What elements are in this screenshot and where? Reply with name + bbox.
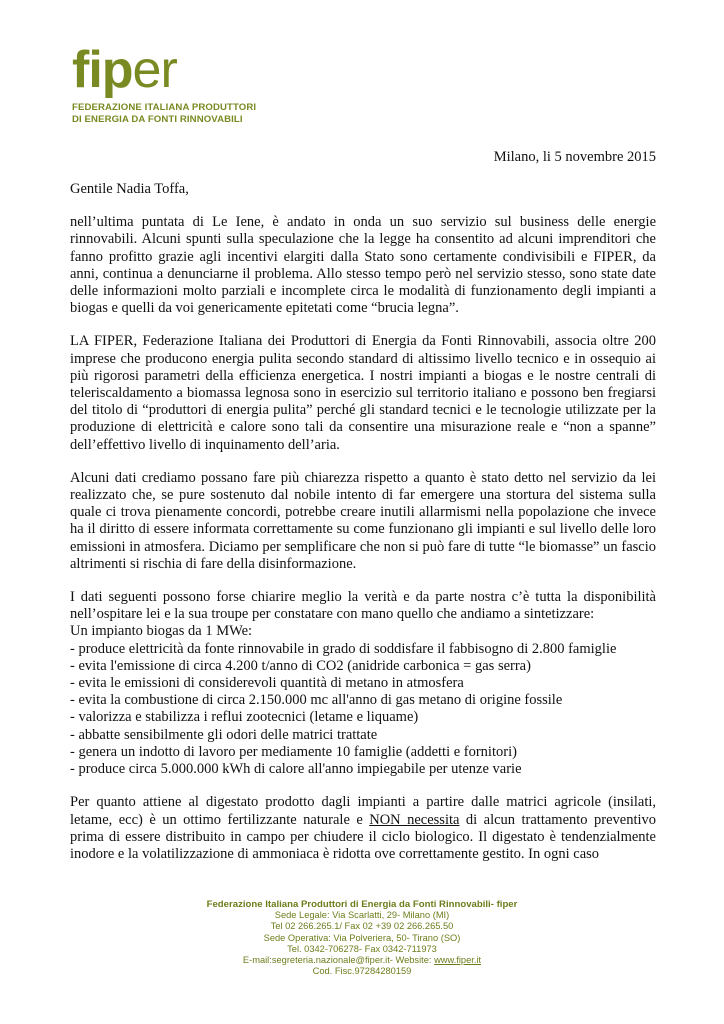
list-item: - produce circa 5.000.000 kWh di calore all'anno impiegabile per utenze varie [70, 761, 522, 778]
footer-phone: Tel 02 266.265.1/ Fax 02 +39 02 266.265.50 [270, 921, 454, 932]
list-item: - abbatte sensibilmente gli odori delle matrici trattate [70, 726, 378, 743]
biogas-section [70, 589, 656, 778]
list-item: - genera un indotto di lavoro per mediamente 10 famiglie (addetti e fornitori) [70, 743, 517, 760]
paragraph-5-underlined: NON necessita [369, 811, 460, 828]
logo-subtitle [72, 102, 292, 126]
logo-subtitle-line2: DI ENERGIA DA FONTI RINNOVABILI [72, 114, 243, 125]
logo-subtitle-line1: FEDERAZIONE ITALIANA PRODUTTORI [72, 102, 257, 113]
paragraph-5-end: di alcun trattamento preventivo prima di essere distribuito in campo per chiudere il ciclo biologico. Il digestato è tendenzialmente inodore e la volatilizzazione di ammoniaca è ridotta ove correttamente gestito. In ogni caso [70, 811, 656, 862]
footer-contacts [0, 955, 724, 966]
biogas-benefits-list [70, 641, 656, 779]
list-item: - evita la combustione di circa 2.150.000 mc all'anno di gas metano di origine fossile [70, 692, 563, 709]
fiper-logo [72, 41, 292, 126]
footer-operational-address: Sede Operativa: Via Polveriera, 50- Tirano (SO) [263, 932, 461, 943]
logo-word-end: er [132, 41, 177, 99]
footer-tax-code: Cod. Fisc.97284280159 [312, 966, 412, 977]
salutation: Gentile Nadia Toffa, [70, 181, 189, 197]
list-item: - evita l'emissione di circa 4.200 t/anno di CO2 (anidride carbonica = gas serra) [70, 657, 531, 674]
letterhead-footer [0, 899, 724, 977]
list-item: - valorizza e stabilizza i reflui zootecnici (letame e liquame) [70, 709, 419, 726]
list-item: - produce elettricità da fonte rinnovabile in grado di soddisfare il fabbisogno di 2.800 famiglie [70, 640, 617, 657]
paragraph-5-start: Per quanto attiene al digestato prodotto dagli impianti a partire dalle matrici agricole (insilati, letame, ecc) è un ottimo fertilizzante naturale e [70, 794, 656, 828]
list-item: - evita le emissioni di considerevoli quantità di metano in atmosfera [70, 675, 464, 692]
paragraph-2: LA FIPER, Federazione Italiana dei Produttori di Energia da Fonti Rinnovabili, associa oltre 200 imprese che producono energia pulita secondo standard di altissimo livello tecnico e in ossequio ai più rigorosi parametri della efficienza energetica. I nostri impianti a biogas e le nostre centrali di teleriscaldamento a biomassa legnosa sono in esercizio sul territorio italiano e possono ben fregiarsi del titolo di “produttori di energia pulita” perché gli standard tecnici e le tecnologie utilizzate per la produzione di elettricità e calore sono tali da consentire una misurazione reale e “non a spanne” dell’effettivo livello di inquinamento dell’aria. [70, 333, 656, 453]
footer-email: E-mail:segreteria.nazionale@fiper.it- Website: [242, 955, 435, 966]
footer-phone-2: Tel. 0342-706278- Fax 0342-711973 [287, 943, 437, 954]
footer-legal-address: Sede Legale: Via Scarlatti, 29- Milano (MI) [274, 910, 450, 921]
list-intro: Un impianto biogas da 1 MWe: [70, 623, 253, 640]
paragraph-3: Alcuni dati crediamo possano fare più chiarezza rispetto a quanto è stato detto nel servizio da lei realizzato che, se pure sostenuto dal nobile intento di far emergere una stortura del sistema sulla quale ci trova pienamente concordi, potrebbe creare inutili allarmismi nella popolazione che invece ha il diritto di essere informata correttamente su come funzionano gli impianti e sul livello delle loro emissioni in atmosfera. Diciamo per semplificare che non si può fare di tutte “le biomasse” un fascio altrimenti si rischia di fare della disinformazione. [70, 469, 656, 572]
paragraph-4: I dati seguenti possono forse chiarire meglio la verità e da parte nostra c’è tutta la disponibilità nell’ospitare lei e la sua troupe per constatare con mano quello che andiamo a sintetizzare: [70, 589, 656, 623]
letter-date: Milano, li 5 novembre 2015 [493, 149, 656, 165]
paragraph-1: nell’ultima puntata di Le Iene, è andato in onda un suo servizio sul business delle energie rinnovabili. Alcuni spunti sulla speculazione che la legge ha consentito ad alcuni imprenditori che fanno profitto grazie agli incentivi elargiti dalla Stato sono certamente condivisibili e FIPER, da anni, continua a denunciarne il problema. Allo stesso tempo però nel servizio stesso, sono state date delle informazioni molto parziali e incomplete circa le modalità di funzionamento degli impianti a biogas e quelli da voi genericamente epitetati come “brucia legna”. [70, 214, 656, 317]
logo-word-start: fip [72, 41, 133, 99]
letter-body [70, 181, 656, 879]
website-link[interactable]: www.fiper.it [434, 955, 482, 966]
paragraph-5 [70, 794, 656, 863]
logo-wordmark [72, 41, 292, 99]
footer-title: Federazione Italiana Produttori di Energia da Fonti Rinnovabili- fiper [206, 899, 518, 910]
